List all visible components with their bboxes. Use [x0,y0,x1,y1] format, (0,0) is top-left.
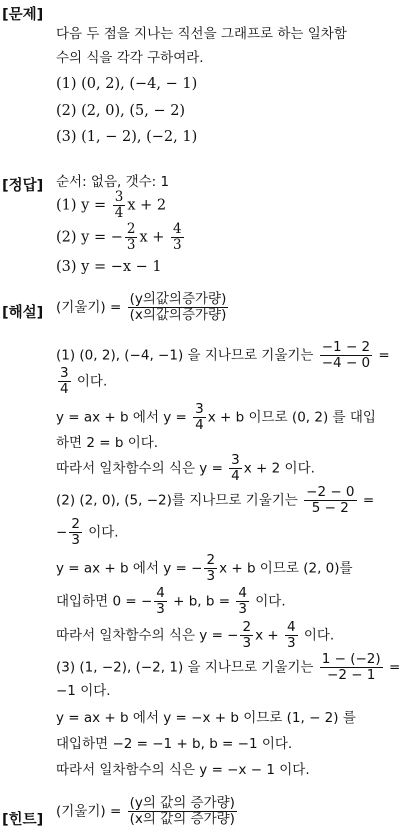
fraction: $\frac{2}{3}$ [242,619,252,651]
problem-item-2: (2) (2, 0), (5, − 2) [56,103,186,119]
p3-line5: 따라서 일차함수의 식은 y = −x − 1 이다. [56,762,310,778]
answer-2-pre: (2) y = − [56,229,123,246]
answer-3: (3) y = −x − 1 [56,259,162,275]
p2-line3: y = ax + b 에서 y = − $\frac{2}{3}$ x + b 이므로 (2, 0)를 [56,552,353,584]
fraction: $\frac{4}{3}$ [286,619,296,651]
problem-item-3: (3) (1, − 2), (−2, 1) [56,129,198,145]
p3-line2: −1 이다. [56,683,111,699]
fraction: $\frac{3}{4}$ [114,189,124,221]
answer-2 [56,222,186,253]
p1-line2: $\frac{3}{4}$ 이다. [60,365,108,397]
fraction: $\frac{\text{(y의값의증가량)}}{\text{(x의값의증가량)}}$ [129,291,227,323]
answer-2-mid: x + [139,229,169,246]
slope-definition [56,292,230,323]
answer-order-count: 순서: 없음, 갯수: 1 [56,174,170,190]
fraction: $\frac{4}{3}$ [238,585,247,617]
answer-1-post: x + 2 [127,197,167,214]
fraction: $\frac{3}{4}$ [195,401,204,433]
answer-1-pre: (1) y = [56,197,111,214]
p1-line3: y = ax + b 에서 y = $\frac{3}{4}$ x + b 이므로 (0, 2) 를 대입 [56,401,376,433]
answer-1 [56,190,166,221]
fraction: $\frac{2}{3}$ [71,516,80,548]
p1-line1: (1) (0, 2), (−4, −1) 을 지나므로 기울기는 $\frac{-1 - 2}{-4 - 0}$ = [56,339,390,371]
p3-line1: (3) (1, −2), (−2, 1) 을 지나므로 기울기는 $\frac{1 - (-2)}{-2 - 1}$ = [56,651,401,683]
problem-label: [문제] [2,7,44,23]
fraction: $\frac{1 - (-2)}{-2 - 1}$ [321,651,381,683]
fraction: $\frac{\text{(y의 값의 증가량)}}{\text{(x의 값의 증가량)}}$ [129,795,235,827]
p3-line3: y = ax + b 에서 y = −x + b 이므로 (1, − 2) 를 [56,710,356,726]
problem-item-1: (1) (0, 2), (−4, − 1) [56,76,198,92]
fraction: $\frac{2}{3}$ [206,552,216,584]
hint-formula [56,796,239,827]
fraction: $\frac{2}{3}$ [126,221,136,253]
p2-line4: 대입하면 0 = − $\frac{4}{3}$ + b, b = $\frac{4}{3}$ 이다. [56,585,286,617]
answer-label: [정답] [2,178,44,194]
p2-line1: (2) (2, 0), (5, −2)를 지나므로 기울기는 $\frac{-2 - 0}{5 - 2}$ = [56,484,375,516]
hint-label: [힌트] [2,812,44,828]
problem-statement-line2: 수의 식을 각각 구하여라. [56,50,204,66]
p1-line5: 따라서 일차함수의 식은 y = $\frac{3}{4}$ x + 2 이다. [56,452,315,484]
fraction: $\frac{3}{4}$ [60,365,69,397]
p2-line2: − $\frac{2}{3}$ 이다. [56,516,119,548]
fraction: $\frac{4}{3}$ [156,585,165,617]
slope-pre: (기울기) = [56,299,126,316]
p3-line4: 대입하면 −2 = −1 + b, b = −1 이다. [56,736,293,752]
fraction: $\frac{-1 - 2}{-4 - 0}$ [321,339,371,371]
hint-pre: (기울기) = [56,803,126,820]
fraction: $\frac{-2 - 0}{5 - 2}$ [306,484,355,516]
p2-line5: 따라서 일차함수의 식은 y = − $\frac{2}{3}$ x + $\frac{4}{3}$ 이다. [56,619,335,651]
fraction: $\frac{4}{3}$ [173,221,182,253]
p1-line4: 하면 2 = b 이다. [56,435,159,451]
explanation-label: [해설] [2,305,44,321]
problem-statement-line1: 다음 두 점을 지나는 직선을 그래프로 하는 일차함 [56,26,347,42]
fraction: $\frac{3}{4}$ [231,452,240,484]
